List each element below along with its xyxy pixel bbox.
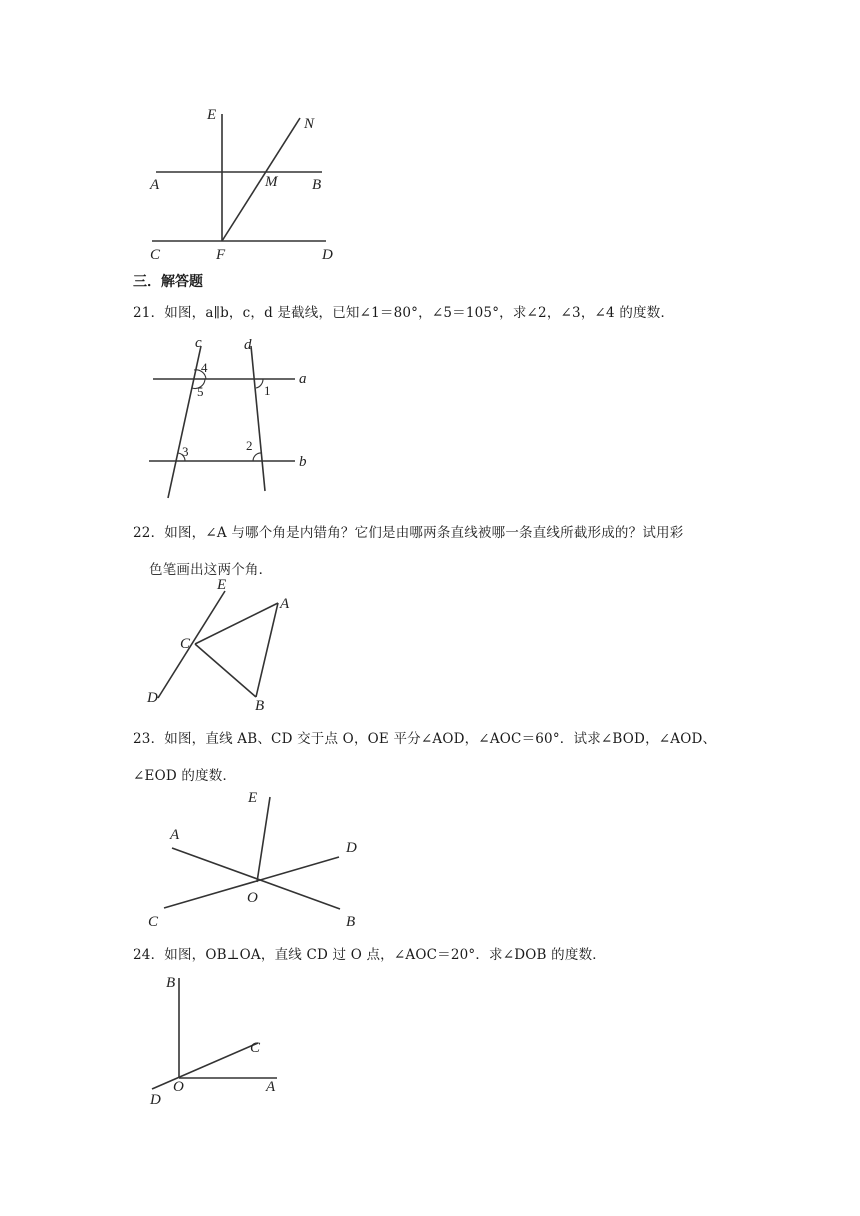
- segment-ca: [195, 603, 278, 644]
- line-d: [251, 346, 265, 491]
- label-b: b: [299, 454, 307, 470]
- label-b: B: [255, 698, 265, 712]
- label-d: D: [322, 247, 333, 263]
- question-23: [133, 721, 716, 795]
- label-c: C: [250, 1040, 261, 1056]
- segment-ab: [256, 603, 278, 697]
- label-a: A: [170, 827, 180, 843]
- label-f: F: [216, 247, 226, 263]
- label-3: 3: [182, 444, 189, 459]
- label-a: A: [280, 596, 290, 612]
- arc-angle-1: [256, 379, 263, 388]
- line-c: [168, 346, 201, 498]
- label-n: N: [304, 116, 315, 132]
- figure-parallel-lines-ef-mn: [140, 100, 350, 265]
- question-21: [133, 303, 674, 323]
- label-d: D: [346, 840, 357, 856]
- label-5: 5: [197, 384, 204, 399]
- label-e: E: [207, 107, 217, 123]
- label-2: 2: [246, 438, 253, 453]
- label-a: a: [299, 371, 307, 387]
- question-23-line-1: 23．如图，直线 AB、CD 交于点 O，OE 平分∠AOD，∠AOC＝60°．试求∠BOD，∠AOD、: [133, 731, 717, 747]
- label-o: O: [247, 890, 258, 906]
- label-c: C: [150, 247, 161, 263]
- label-c: c: [195, 336, 202, 351]
- figure-q22: [140, 576, 300, 712]
- label-d: d: [244, 337, 252, 353]
- label-c: C: [148, 914, 159, 930]
- label-b: B: [166, 975, 176, 991]
- label-a: A: [266, 1079, 276, 1095]
- ray-oe: [257, 797, 270, 882]
- label-a: A: [150, 177, 160, 193]
- label-c: C: [180, 636, 191, 652]
- question-23-line-2: ∠EOD 的度数．: [133, 768, 237, 784]
- label-b: B: [346, 914, 356, 930]
- section-title: 三．解答题: [133, 274, 203, 290]
- question-22-line-1: 22．如图，∠A 与哪个角是内错角？它们是由哪两条直线被哪一条直线所截形成的？试用彩: [133, 525, 684, 541]
- label-e: E: [217, 577, 227, 593]
- label-d: D: [150, 1092, 161, 1108]
- line-fn: [222, 118, 300, 241]
- label-o: O: [173, 1079, 184, 1095]
- label-b: B: [312, 177, 322, 193]
- question-21-text: 21．如图，a∥b，c，d 是截线，已知∠1＝80°，∠5＝105°，求∠2，∠3，∠4 的度数．: [133, 305, 675, 321]
- line-de: [158, 591, 225, 698]
- question-24-text: 24．如图，OB⊥OA，直线 CD 过 O 点，∠AOC＝20°．求∠DOB 的度数．: [133, 947, 606, 963]
- line-cd: [152, 1043, 258, 1089]
- figure-q24: [140, 970, 290, 1108]
- question-22-line-2: 色笔画出这两个角．: [149, 562, 273, 578]
- label-1: 1: [264, 383, 271, 398]
- label-m: M: [265, 174, 278, 190]
- label-e: E: [248, 790, 258, 806]
- label-d: D: [147, 690, 158, 706]
- label-4: 4: [201, 360, 208, 375]
- question-24: [133, 945, 606, 965]
- figure-q21: [145, 336, 320, 501]
- segment-cb: [195, 644, 256, 697]
- figure-q23: [142, 785, 367, 930]
